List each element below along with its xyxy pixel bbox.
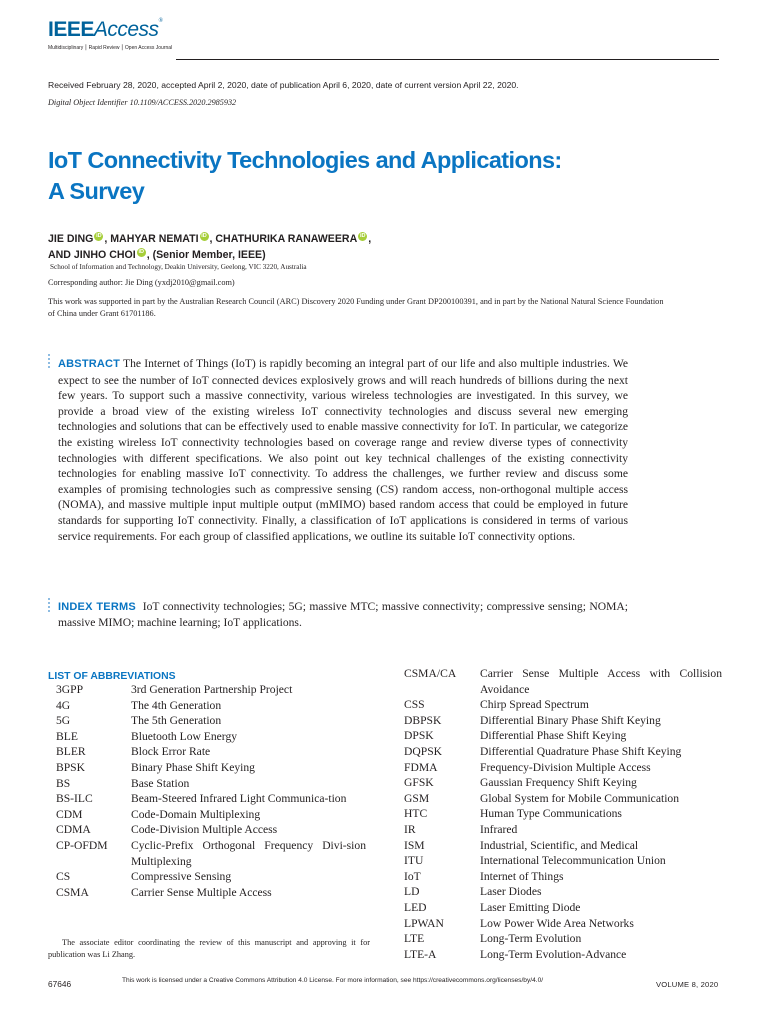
abbreviation-term: FDMA bbox=[404, 760, 438, 774]
abbreviation-row bbox=[56, 807, 366, 823]
license-notice[interactable]: This work is licensed under a Creative Commons Attribution 4.0 License. For more information, see https://creativecommons.org/licenses/by/4.0/ bbox=[122, 977, 544, 984]
abbreviation-term: BPSK bbox=[56, 760, 86, 774]
author-chathurika-ranaweera[interactable]: , CHATHURIKA RANAWEERA bbox=[209, 233, 358, 245]
abbreviation-definition: Differential Phase Shift Keying bbox=[480, 729, 627, 743]
abbreviation-row bbox=[56, 791, 366, 807]
author-membership: , (Senior Member, IEEE) bbox=[146, 249, 266, 261]
abbreviation-term: CDMA bbox=[56, 823, 91, 837]
abbreviation-row bbox=[56, 744, 366, 760]
doi[interactable]: Digital Object Identifier 10.1109/ACCESS.2020.2985932 bbox=[48, 98, 237, 107]
abbreviation-term: 4G bbox=[56, 698, 71, 712]
abbreviation-term: BLER bbox=[56, 745, 86, 759]
abbreviation-definition: Code-Domain Multiplexing bbox=[131, 807, 261, 821]
abstract-text: The Internet of Things (IoT) is rapidly becoming an integral part of our life and also multiple industries. We expect to see the number of IoT connected devices explosively grows and will reach hundreds of billions during the next few years. To support such a massive connectivity, various wireless technologies are investigated. In this survey, we provide a broad view of the existing wireless IoT connectivity technologies and discuss several new emerging technologies and solutions that can be effectively used to enable massive connectivity for IoT. In particular, we categorize the existing wireless IoT connectivity technologies based on coverage range and review diverse types of connectivity technologies with different specifications. We also point out key technical challenges of the existing connectivity technologies for enabling massive IoT connectivity. To address the challenges, we further review and discuss some examples of promising technologies such as compressive sensing (CS) random access, non-orthogonal multiple access (NOMA), and massive multiple input multiple output (mMIMO) based random access that could be employed in future standards for supporting IoT connectivity. Finally, a classification of IoT applications is considered in terms of various service requirements. For each group of classified applications, we outline its suitable IoT connectivity options. bbox=[58, 357, 628, 543]
abbreviation-row bbox=[404, 806, 722, 822]
abbreviation-definition: Gaussian Frequency Shift Keying bbox=[480, 776, 637, 790]
abbreviation-definition: Chirp Spread Spectrum bbox=[480, 698, 589, 712]
abbreviation-term: LED bbox=[404, 900, 427, 914]
logo-access: Access bbox=[93, 18, 159, 41]
abbreviation-term: CSS bbox=[404, 698, 425, 712]
abbreviation-row bbox=[404, 775, 722, 791]
abbreviation-term: IoT bbox=[404, 869, 421, 883]
volume-label: VOLUME 8, 2020 bbox=[656, 980, 719, 989]
abbreviation-definition: Cyclic-Prefix Orthogonal Frequency Divi-sion Multiplexing bbox=[131, 838, 366, 868]
index-terms-label: INDEX TERMS bbox=[58, 601, 136, 613]
abbreviation-row bbox=[56, 682, 366, 698]
abbreviation-term: DPSK bbox=[404, 729, 434, 743]
abbreviation-definition: Frequency-Division Multiple Access bbox=[480, 760, 651, 774]
funding-statement: This work was supported in part by the Australian Research Council (ARC) Discovery 2020 Funding under Grant DP200100391, and in part by the National Natural Science Foundation of China under Grant 61701186. bbox=[48, 297, 664, 318]
abbreviation-row bbox=[404, 947, 722, 963]
index-terms-text: IoT connectivity technologies; 5G; massive MTC; massive connectivity; compressive sensing; NOMA; massive MIMO; machine learning; IoT applications. bbox=[58, 600, 629, 629]
abbreviation-term: 5G bbox=[56, 714, 71, 728]
abbreviation-term: GFSK bbox=[404, 776, 434, 790]
abbreviation-definition: Code-Division Multiple Access bbox=[131, 823, 278, 837]
abbreviation-term: CSMA bbox=[56, 885, 89, 899]
abbreviation-term: LTE-A bbox=[404, 947, 437, 961]
author-list bbox=[48, 231, 371, 263]
abbreviation-term: ITU bbox=[404, 854, 424, 868]
abbreviation-term: BLE bbox=[56, 729, 78, 743]
abbreviation-row bbox=[404, 931, 722, 947]
abbreviation-definition: International Telecommunication Union bbox=[480, 854, 666, 868]
abbreviation-row bbox=[404, 713, 722, 729]
abbreviation-term: LD bbox=[404, 885, 420, 899]
header-rule bbox=[176, 59, 719, 60]
abstract-marker-icon bbox=[48, 354, 52, 370]
abbreviation-definition: The 5th Generation bbox=[131, 714, 222, 728]
abbreviation-term: IR bbox=[404, 822, 416, 836]
abbreviation-row bbox=[56, 822, 366, 838]
orcid-icon[interactable]: iD bbox=[359, 233, 366, 240]
abbreviation-definition: Base Station bbox=[131, 776, 190, 790]
abbreviation-term: LPWAN bbox=[404, 916, 444, 930]
author-separator: , bbox=[368, 233, 372, 245]
abbreviation-row bbox=[404, 853, 722, 869]
abbreviation-definition: Carrier Sense Multiple Access with Collision Avoidance bbox=[480, 667, 722, 696]
abbreviation-definition: Low Power Wide Area Networks bbox=[480, 916, 634, 930]
title-line-1: IoT Connectivity Technologies and Applications: bbox=[48, 147, 562, 173]
index-terms bbox=[58, 599, 628, 631]
abbreviation-definition: Laser Diodes bbox=[480, 885, 542, 899]
abbreviations-right-column bbox=[404, 666, 722, 962]
abbreviation-term: CP-OFDM bbox=[56, 838, 108, 852]
abbreviation-definition: 3rd Generation Partnership Project bbox=[131, 683, 293, 696]
abbreviation-row bbox=[56, 760, 366, 776]
abbreviation-row bbox=[56, 869, 366, 885]
abbreviation-term: ISM bbox=[404, 838, 425, 852]
page-number: 67646 bbox=[48, 979, 72, 989]
abbreviation-definition: Long-Term Evolution-Advance bbox=[480, 947, 627, 961]
abbreviation-term: 3GPP bbox=[56, 683, 84, 696]
abbreviation-row bbox=[404, 884, 722, 900]
orcid-icon[interactable]: iD bbox=[96, 233, 102, 240]
abbreviation-row bbox=[56, 729, 366, 745]
abbreviation-term: HTC bbox=[404, 807, 428, 821]
abbreviations-heading: LIST OF ABBREVIATIONS bbox=[48, 671, 176, 682]
index-terms-marker-icon bbox=[48, 598, 52, 614]
abbreviation-term: CS bbox=[56, 870, 71, 884]
abbreviation-definition: Human Type Communications bbox=[480, 807, 622, 821]
abbreviations-left-column bbox=[56, 682, 366, 900]
abbreviation-row bbox=[56, 885, 366, 901]
abbreviation-definition: Internet of Things bbox=[480, 869, 564, 883]
abbreviation-row bbox=[404, 838, 722, 854]
abbreviation-term: LTE bbox=[404, 932, 425, 946]
abbreviation-definition: Infrared bbox=[480, 822, 518, 836]
author-jinho-choi[interactable]: AND JINHO CHOI bbox=[48, 249, 136, 261]
abbreviation-row bbox=[404, 666, 722, 697]
abbreviation-definition: Differential Binary Phase Shift Keying bbox=[480, 713, 661, 727]
abbreviation-definition: Long-Term Evolution bbox=[480, 932, 582, 946]
abbreviation-term: DQPSK bbox=[404, 744, 443, 758]
abbreviation-row bbox=[404, 744, 722, 760]
abbreviation-row bbox=[56, 838, 366, 869]
abbreviation-definition: Bluetooth Low Energy bbox=[131, 729, 238, 743]
abstract-label: ABSTRACT bbox=[58, 358, 121, 370]
abbreviation-row bbox=[404, 916, 722, 932]
publication-history: Received February 28, 2020, accepted April 2, 2020, date of publication April 6, 2020, date of current version April 22, 2020. bbox=[48, 80, 519, 90]
abbreviation-row bbox=[404, 791, 722, 807]
logo-ieee: IEEE bbox=[48, 18, 94, 41]
abbreviation-row bbox=[56, 776, 366, 792]
abbreviation-term: CDM bbox=[56, 807, 83, 821]
abbreviation-row bbox=[404, 728, 722, 744]
author-line-2 bbox=[48, 247, 371, 263]
abbreviation-row bbox=[404, 900, 722, 916]
affiliation: School of Information and Technology, Deakin University, Geelong, VIC 3220, Australia bbox=[50, 263, 307, 271]
orcid-icon[interactable]: iD bbox=[201, 233, 207, 240]
ieee-access-logo bbox=[48, 18, 163, 42]
abbreviation-definition: Industrial, Scientific, and Medical bbox=[480, 838, 639, 852]
abbreviation-definition: Differential Quadrature Phase Shift Keying bbox=[480, 744, 682, 758]
abbreviation-term: DBPSK bbox=[404, 713, 442, 727]
abbreviation-term: GSM bbox=[404, 791, 430, 805]
author-mahyar-nemati[interactable]: , MAHYAR NEMATI bbox=[104, 233, 199, 245]
abbreviation-row bbox=[56, 713, 366, 729]
logo-trademark: ® bbox=[158, 18, 164, 24]
abbreviation-definition: Laser Emitting Diode bbox=[480, 900, 581, 914]
abbreviation-definition: Binary Phase Shift Keying bbox=[131, 760, 255, 774]
abbreviation-definition: Compressive Sensing bbox=[131, 870, 232, 884]
abbreviation-row bbox=[404, 822, 722, 838]
abbreviation-row bbox=[56, 698, 366, 714]
abbreviation-definition: Carrier Sense Multiple Access bbox=[131, 885, 272, 899]
abbreviation-definition: The 4th Generation bbox=[131, 698, 222, 712]
abbreviation-term: BS bbox=[56, 776, 71, 790]
paper-title bbox=[48, 145, 668, 207]
abbreviation-term: CSMA/CA bbox=[404, 667, 457, 680]
corresponding-author: Corresponding author: Jie Ding (yxdj2010@gmail.com) bbox=[48, 278, 235, 287]
author-line-1 bbox=[48, 231, 371, 247]
logo-tagline: Multidisciplinary ⎮ Rapid Review ⎮ Open Access Journal bbox=[48, 45, 173, 51]
abbreviation-definition: Beam-Steered Infrared Light Communica-tion bbox=[131, 792, 347, 806]
editor-note: The associate editor coordinating the review of this manuscript and approving it for publication was Li Zhang. bbox=[48, 938, 370, 960]
abbreviation-row bbox=[404, 869, 722, 885]
abstract bbox=[58, 356, 628, 544]
title-line-2: A Survey bbox=[48, 178, 145, 204]
abbreviation-definition: Block Error Rate bbox=[131, 745, 211, 759]
orcid-icon[interactable]: iD bbox=[138, 249, 144, 256]
abbreviation-definition: Global System for Mobile Communication bbox=[480, 791, 680, 805]
abbreviation-row bbox=[404, 697, 722, 713]
abbreviation-row bbox=[404, 760, 722, 776]
author-jie-ding[interactable]: JIE DING bbox=[48, 233, 94, 245]
abbreviation-term: BS-ILC bbox=[56, 792, 93, 806]
